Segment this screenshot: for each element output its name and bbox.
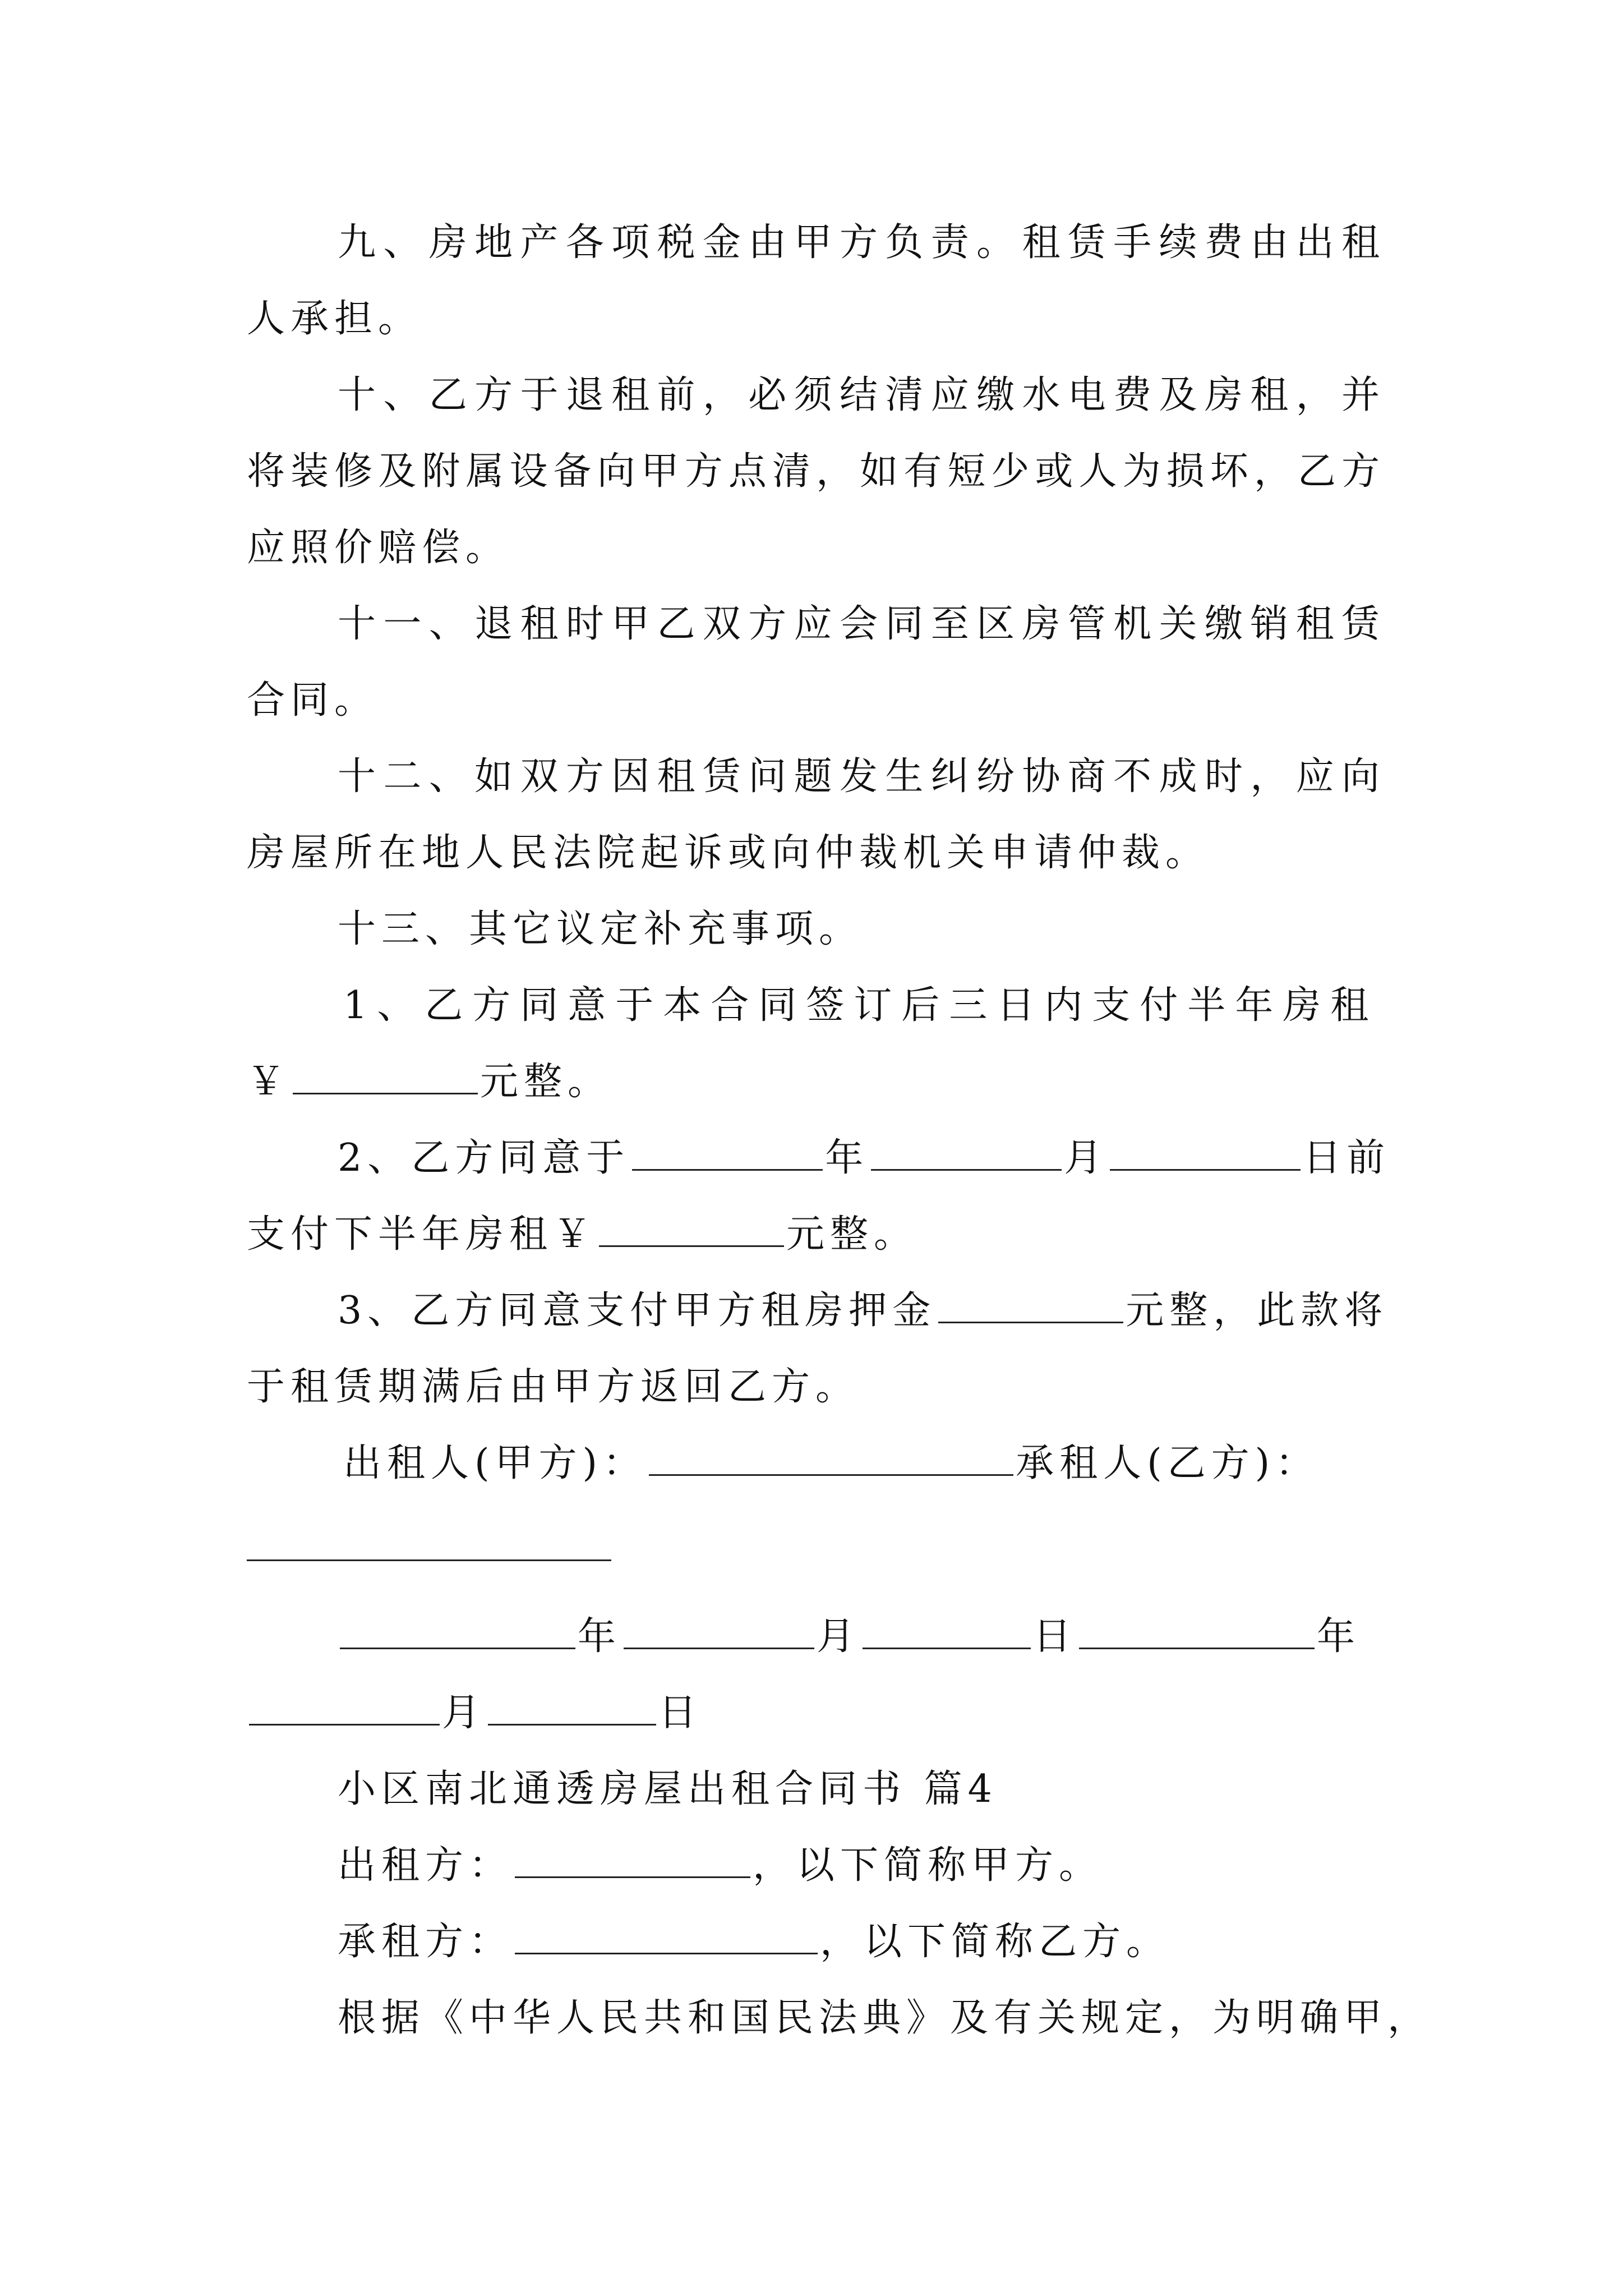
basis-line bbox=[338, 1980, 1431, 2056]
party-b-line bbox=[338, 1904, 1170, 1980]
lessor-signature-blank bbox=[649, 1443, 1013, 1476]
item-2-year: 年 bbox=[825, 1136, 869, 1180]
lessor-day-blank bbox=[863, 1616, 1031, 1649]
clause-12-text: 十二、如双方因租赁问题发生纠纷协商不成时，应向房屋所在地人民法院起诉或向仲裁机关申请仲裁。 bbox=[247, 754, 1385, 875]
lessee-day-blank bbox=[488, 1692, 656, 1726]
section-title bbox=[338, 1751, 998, 1828]
item-2-day-blank bbox=[1110, 1138, 1301, 1171]
date-line-1 bbox=[338, 1599, 1361, 1675]
clause-12 bbox=[247, 739, 1385, 891]
rent-amount-blank bbox=[293, 1061, 478, 1094]
date-line-2 bbox=[247, 1675, 702, 1751]
item-3-continuation: 于租赁期满后由甲方返回乙方。 bbox=[247, 1365, 860, 1409]
lessee-day: 日 bbox=[658, 1691, 703, 1735]
item-3-line-1 bbox=[338, 1273, 1388, 1349]
lessee-label: 承租人(乙方)： bbox=[1016, 1441, 1320, 1485]
clause-10-text: 十、乙方于退租前，必须结清应缴水电费及房租，并将装修及附属设备向甲方点清，如有短少或人为损坏，乙方应照价赔偿。 bbox=[247, 373, 1385, 570]
party-a-line bbox=[338, 1828, 1103, 1904]
clause-11-text: 十一、退租时甲乙双方应会同至区房管机关缴销租赁合同。 bbox=[247, 602, 1385, 723]
item-1-currency: ￥ bbox=[247, 1060, 291, 1104]
section-title-text: 小区南北通透房屋出租合同书 篇4 bbox=[338, 1767, 998, 1811]
clause-9-text: 九、房地产各项税金由甲方负责。租赁手续费由出租人承担。 bbox=[247, 220, 1385, 341]
party-a-name-blank bbox=[515, 1845, 750, 1878]
item-1-line-1 bbox=[343, 968, 1378, 1044]
lessor-year: 年 bbox=[578, 1614, 622, 1659]
clause-13-text: 十三、其它议定补充事项。 bbox=[338, 907, 863, 951]
lessor-year-blank bbox=[340, 1616, 575, 1649]
second-half-rent-blank bbox=[599, 1214, 784, 1247]
lessee-month-blank bbox=[249, 1692, 440, 1726]
item-2-month: 月 bbox=[1064, 1136, 1108, 1180]
item-2-month-blank bbox=[871, 1138, 1062, 1171]
item-2-day-before: 日前 bbox=[1303, 1136, 1391, 1180]
item-2-year-blank bbox=[632, 1138, 823, 1171]
lessee-year: 年 bbox=[1317, 1614, 1361, 1659]
party-a-label: 出租方： bbox=[338, 1843, 513, 1888]
lessor-month: 月 bbox=[817, 1614, 861, 1659]
item-2-suffix: 元整。 bbox=[786, 1212, 918, 1257]
lessor-month-blank bbox=[624, 1616, 814, 1649]
item-2-second-half: 支付下半年房租￥ bbox=[247, 1212, 597, 1257]
party-b-name-blank bbox=[515, 1921, 818, 1954]
item-1-line-2 bbox=[247, 1044, 611, 1120]
lessee-month: 月 bbox=[442, 1691, 486, 1735]
item-3-line-2 bbox=[247, 1349, 859, 1425]
lessor-label: 出租人(甲方)： bbox=[343, 1441, 647, 1485]
party-b-label: 承租方： bbox=[338, 1920, 513, 1964]
lessor-day: 日 bbox=[1033, 1614, 1077, 1659]
signature-line bbox=[343, 1425, 1319, 1502]
item-1-suffix: 元整。 bbox=[480, 1060, 612, 1104]
party-b-suffix: ，以下简称乙方。 bbox=[820, 1920, 1170, 1964]
lessee-signature-blank bbox=[247, 1558, 611, 1561]
item-2-text: 2、乙方同意于 bbox=[338, 1136, 630, 1180]
item-1-text: 1、乙方同意于本合同签订后三日内支付半年房租 bbox=[343, 983, 1378, 1028]
item-2-line-1 bbox=[338, 1120, 1390, 1197]
clause-10 bbox=[247, 357, 1385, 586]
clause-13 bbox=[338, 891, 863, 968]
clause-11 bbox=[247, 586, 1385, 739]
item-2-line-2 bbox=[247, 1197, 917, 1273]
clause-9 bbox=[247, 205, 1385, 357]
basis-text: 根据《中华人民共和国民法典》及有关规定，为明确甲， bbox=[338, 1996, 1432, 2040]
item-3-suffix: 元整，此款将 bbox=[1126, 1289, 1389, 1333]
item-3-text: 3、乙方同意支付甲方租房押金 bbox=[338, 1289, 937, 1333]
lessee-year-blank bbox=[1079, 1616, 1315, 1649]
deposit-blank bbox=[938, 1290, 1123, 1323]
party-a-suffix: ，以下简称甲方。 bbox=[753, 1843, 1103, 1888]
